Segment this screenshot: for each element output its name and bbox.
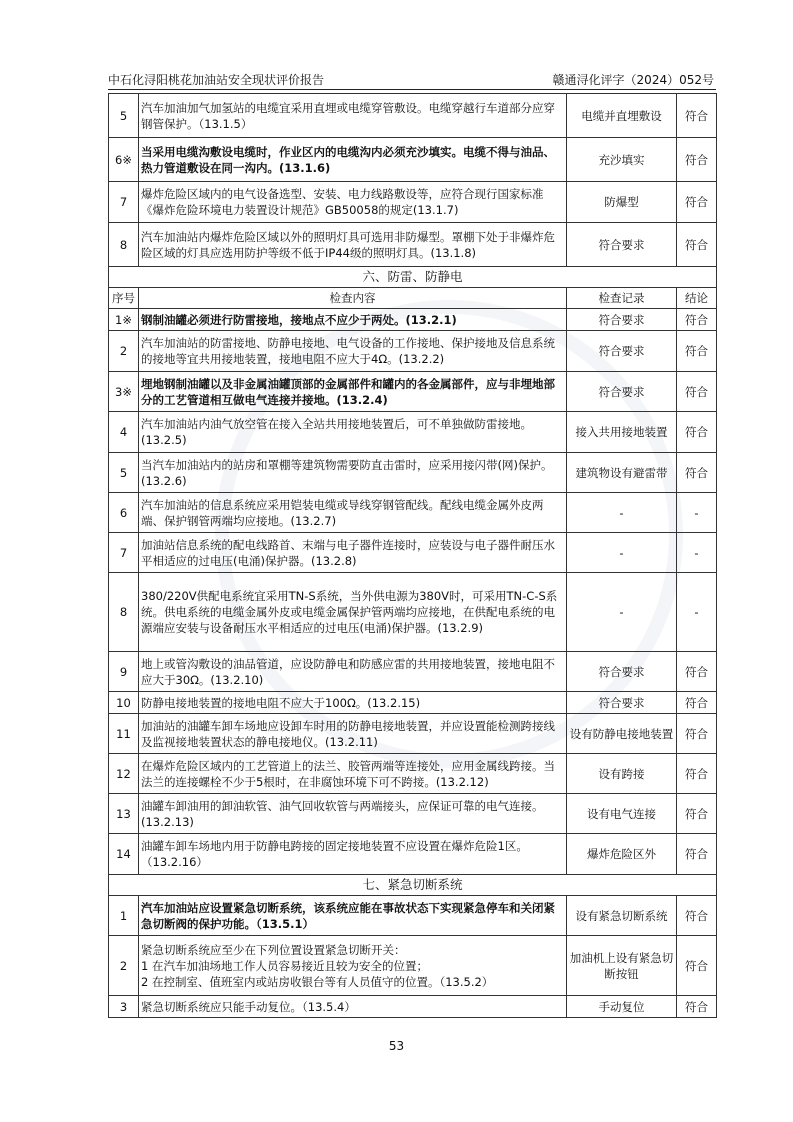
row-result: 符合	[677, 794, 717, 834]
row-number: 1※	[109, 309, 139, 331]
row-record: -	[567, 493, 677, 533]
report-title: 中石化浔阳桃花加油站安全现状评价报告	[108, 73, 325, 87]
table-row	[109, 573, 717, 652]
table-row	[109, 493, 717, 533]
row-number: 14	[109, 834, 139, 875]
table-row	[109, 138, 717, 182]
table-row	[109, 996, 717, 1018]
row-content: 油罐车卸车场地内用于防静电跨接的固定接地装置不应设置在爆炸危险1区。（13.2.16）	[139, 834, 567, 875]
row-result: 符合	[677, 309, 717, 331]
row-content	[139, 936, 567, 996]
row-result: -	[677, 493, 717, 533]
content-line: 紧急切断系统应至少在下列位置设置紧急切断开关：	[141, 942, 406, 957]
row-record: 符合要求	[567, 692, 677, 714]
row-number: 9	[109, 652, 139, 692]
table-row	[109, 794, 717, 834]
row-record: 符合要求	[567, 372, 677, 412]
row-result: 符合	[677, 331, 717, 372]
row-result: 符合	[677, 453, 717, 493]
table-row	[109, 834, 717, 875]
row-record: 充沙填实	[567, 138, 677, 182]
row-result: -	[677, 533, 717, 573]
row-result: 符合	[677, 412, 717, 453]
table-row	[109, 754, 717, 794]
row-number: 2	[109, 331, 139, 372]
row-record: 加油机上设有紧急切断按钮	[567, 936, 677, 996]
row-result: 符合	[677, 223, 717, 267]
row-number: 7	[109, 182, 139, 223]
row-content: 爆炸危险区域内的电气设备选型、安装、电力线路敷设等，应符合现行国家标准《爆炸危险环境电力装置设计规范》GB50058的规定(13.1.7)	[139, 182, 567, 223]
section-title-emergency: 七、紧急切断系统	[109, 875, 717, 896]
row-number: 8	[109, 573, 139, 652]
row-number: 11	[109, 714, 139, 754]
row-record: 符合要求	[567, 309, 677, 331]
row-result: 符合	[677, 996, 717, 1018]
row-number: 6※	[109, 138, 139, 182]
table-row	[109, 309, 717, 331]
report-number: 赣通浔化评字（2024）052号	[552, 73, 714, 87]
row-record: 爆炸危险区外	[567, 834, 677, 875]
row-content: 加油站信息系统的配电线路首、末端与电子器件连接时，应装设与电子器件耐压水平相适应的过电压(电涌)保护器。(13.2.8)	[139, 533, 567, 573]
row-result: 符合	[677, 182, 717, 223]
row-number: 3	[109, 996, 139, 1018]
row-result: 符合	[677, 714, 717, 754]
row-content: 钢制油罐必须进行防雷接地，接地点不应少于两处。(13.2.1)	[139, 309, 567, 331]
row-record: 设有紧急切断系统	[567, 896, 677, 936]
table-row	[109, 936, 717, 996]
row-content: 当汽车加油站内的站房和罩棚等建筑物需要防直击雷时，应采用接闪带(网)保护。(13.2.6)	[139, 453, 567, 493]
row-content: 加油站的油罐车卸车场地应设卸车时用的防静电接地装置，并应设置能检测跨接线及监视接地装置状态的静电接地仪。(13.2.11)	[139, 714, 567, 754]
inspection-table	[108, 93, 717, 1018]
row-content: 紧急切断系统应只能手动复位。（13.5.4）	[139, 996, 567, 1018]
row-record: 符合要求	[567, 652, 677, 692]
row-content: 汽车加油站的防雷接地、防静电接地、电气设备的工作接地、保护接地及信息系统的接地等宜共用接地装置，接地电阻不应大于4Ω。(13.2.2)	[139, 331, 567, 372]
section-row	[109, 875, 717, 896]
row-record: 手动复位	[567, 996, 677, 1018]
row-content: 防静电接地装置的接地电阻不应大于100Ω。(13.2.15)	[139, 692, 567, 714]
row-number: 3※	[109, 372, 139, 412]
row-number: 5	[109, 453, 139, 493]
row-result: 符合	[677, 936, 717, 996]
table-row	[109, 896, 717, 936]
row-content: 380/220V供配电系统宜采用TN-S系统，当外供电源为380V时，可采用TN-C-S系统。供电系统的电缆金属外皮或电缆金属保护管两端均应接地，在供配电系统的电源端应安装与设备耐压水平相适应的过电压(电涌)保护器。(13.2.9)	[139, 573, 567, 652]
row-record: -	[567, 573, 677, 652]
row-number: 6	[109, 493, 139, 533]
row-record: 接入共用接地装置	[567, 412, 677, 453]
row-content: 汽车加油站内油气放空管在接入全站共用接地装置后，可不单独做防雷接地。(13.2.5)	[139, 412, 567, 453]
table-row	[109, 453, 717, 493]
col-header-result: 结论	[677, 288, 717, 309]
col-header-content: 检查内容	[139, 288, 567, 309]
table-row	[109, 331, 717, 372]
row-record: 符合要求	[567, 223, 677, 267]
row-content: 汽车加油站内爆炸危险区域以外的照明灯具可选用非防爆型。罩棚下处于非爆炸危险区域的灯具应选用防护等级不低于IP44级的照明灯具。(13.1.8)	[139, 223, 567, 267]
section-row	[109, 267, 717, 288]
row-result: 符合	[677, 692, 717, 714]
row-number: 8	[109, 223, 139, 267]
table-row	[109, 533, 717, 573]
row-record: 设有防静电接地装置	[567, 714, 677, 754]
table-row	[109, 223, 717, 267]
row-result: 符合	[677, 372, 717, 412]
table-row	[109, 412, 717, 453]
row-number: 5	[109, 94, 139, 138]
row-content: 油罐车卸油用的卸油软管、油气回收软管与两端接头，应保证可靠的电气连接。(13.2.13)	[139, 794, 567, 834]
content-line: 1 在汽车加油场地工作人员容易接近且较为安全的位置；	[141, 958, 428, 973]
header-divider	[108, 89, 716, 90]
row-result: 符合	[677, 138, 717, 182]
col-header-no: 序号	[109, 288, 139, 309]
table-row	[109, 652, 717, 692]
row-record: 设有跨接	[567, 754, 677, 794]
row-record: 符合要求	[567, 331, 677, 372]
row-result: -	[677, 573, 717, 652]
row-record: -	[567, 533, 677, 573]
row-content: 当采用电缆沟敷设电缆时，作业区内的电缆沟内必须充沙填实。电缆不得与油品、热力管道敷设在同一沟内。(13.1.6)	[139, 138, 567, 182]
row-content: 汽车加油站应设置紧急切断系统，该系统应能在事故状态下实现紧急停车和关闭紧急切断阀的保护功能。（13.5.1）	[139, 896, 567, 936]
row-number: 13	[109, 794, 139, 834]
col-header-record: 检查记录	[567, 288, 677, 309]
page-number: 53	[388, 1039, 405, 1053]
row-content: 汽车加油站的信息系统应采用铠装电缆或导线穿钢管配线。配线电缆金属外皮两端、保护钢管两端均应接地。(13.2.7)	[139, 493, 567, 533]
table-row	[109, 182, 717, 223]
section-title-lightning: 六、防雷、防静电	[109, 267, 717, 288]
row-content: 汽车加油加气加氢站的电缆宜采用直埋或电缆穿管敷设。电缆穿越行车道部分应穿钢管保护。（13.1.5）	[139, 94, 567, 138]
row-result: 符合	[677, 94, 717, 138]
row-record: 设有电气连接	[567, 794, 677, 834]
row-result: 符合	[677, 834, 717, 875]
row-content: 地上或管沟敷设的油品管道，应设防静电和防感应雷的共用接地装置，接地电阻不应大于30Ω。(13.2.10)	[139, 652, 567, 692]
row-record: 建筑物设有避雷带	[567, 453, 677, 493]
row-number: 10	[109, 692, 139, 714]
row-result: 符合	[677, 754, 717, 794]
column-header-row	[109, 288, 717, 309]
row-record: 防爆型	[567, 182, 677, 223]
row-content: 埋地钢制油罐以及非金属油罐顶部的金属部件和罐内的各金属部件，应与非埋地部分的工艺管道相互做电气连接并接地。(13.2.4)	[139, 372, 567, 412]
row-record: 电缆并直埋敷设	[567, 94, 677, 138]
table-row	[109, 372, 717, 412]
table-row	[109, 94, 717, 138]
content-line: 2 在控制室、值班室内或站房收银台等有人员值守的位置。（13.5.2）	[141, 974, 494, 989]
row-number: 2	[109, 936, 139, 996]
row-number: 12	[109, 754, 139, 794]
row-result: 符合	[677, 896, 717, 936]
row-number: 1	[109, 896, 139, 936]
table-row	[109, 692, 717, 714]
row-content: 在爆炸危险区域内的工艺管道上的法兰、胶管两端等连接处，应用金属线跨接。当法兰的连接螺栓不少于5根时，在非腐蚀环境下可不跨接。(13.2.12)	[139, 754, 567, 794]
table-row	[109, 714, 717, 754]
row-number: 7	[109, 533, 139, 573]
row-result: 符合	[677, 652, 717, 692]
row-number: 4	[109, 412, 139, 453]
